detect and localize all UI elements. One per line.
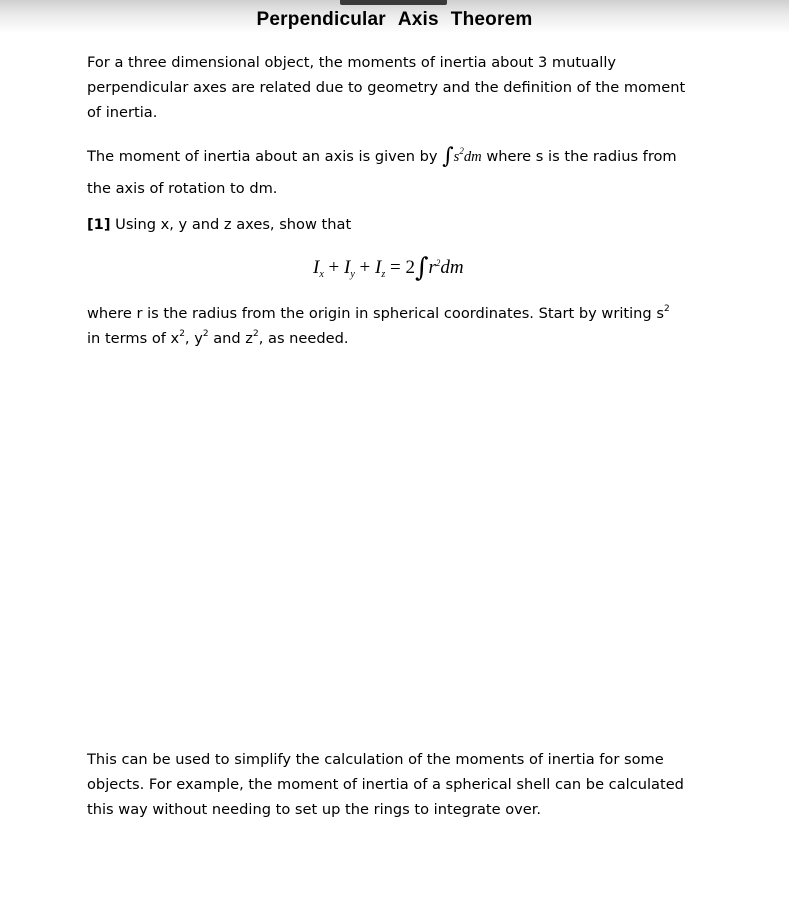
- eq-r-exponent: 2: [435, 258, 441, 268]
- eq-coefficient: 2: [405, 257, 415, 278]
- s-exponent: 2: [663, 304, 670, 314]
- eq-sub-y: y: [350, 269, 355, 280]
- problem-number: [1]: [87, 216, 111, 233]
- integrand-diff: dm: [463, 149, 482, 165]
- sep-y: , y: [184, 330, 203, 347]
- x-exponent: 2: [179, 329, 185, 339]
- eq-I: I: [313, 257, 320, 278]
- z-exponent: 2: [252, 329, 259, 339]
- explanation-line1: where r is the radius from the origin in spherical coordinates. Start by writing s: [87, 305, 664, 322]
- moment-integral: [442, 144, 482, 169]
- explanation-line2: in terms of x: [87, 330, 180, 347]
- eq-equals: =: [389, 257, 401, 278]
- eq-plus: +: [359, 257, 371, 278]
- tab-handle[interactable]: [340, 0, 447, 5]
- conclusion-paragraph: This can be used to simplify the calculation of the moments of inertia for some objects. For example, the moment of inertia of a spherical shell can be calculated this way without needing to set up the rings to integrate over.: [87, 751, 684, 818]
- eq-dm: dm: [440, 257, 464, 278]
- problem-statement: [87, 212, 351, 237]
- integrand-exponent: 2: [459, 146, 464, 156]
- eq-r: r: [428, 257, 436, 278]
- moment-def-text-after: where s is the radius from the axis of rotation to dm.: [87, 148, 677, 197]
- eq-plus: +: [328, 257, 340, 278]
- title-word: Theorem: [450, 9, 533, 30]
- intro-paragraph: For a three dimensional object, the moments of inertia about 3 mutually perpendicular axes are related due to geometry and the definition of the moment of inertia.: [87, 54, 686, 121]
- eq-integral-sign: ∫: [414, 253, 429, 283]
- eq-I: I: [344, 257, 351, 278]
- eq-sub-z: z: [381, 269, 386, 280]
- explanation-end: , as needed.: [258, 330, 349, 347]
- problem-text: Using x, y and z axes, show that: [115, 216, 352, 233]
- moment-definition-paragraph: [87, 141, 702, 204]
- integrand-var: s: [453, 149, 460, 165]
- title-word: Perpendicular: [256, 9, 386, 30]
- integral-sign: ∫: [442, 144, 454, 169]
- title-word: Axis: [397, 9, 439, 30]
- theorem-equation: [313, 253, 464, 283]
- sep-z: and z: [208, 330, 253, 347]
- y-exponent: 2: [202, 329, 209, 339]
- eq-I: I: [375, 257, 382, 278]
- eq-sub-x: x: [319, 269, 324, 280]
- page-title: [0, 9, 789, 31]
- explanation-paragraph: [87, 301, 707, 351]
- moment-def-text: The moment of inertia about an axis is given by: [87, 148, 438, 165]
